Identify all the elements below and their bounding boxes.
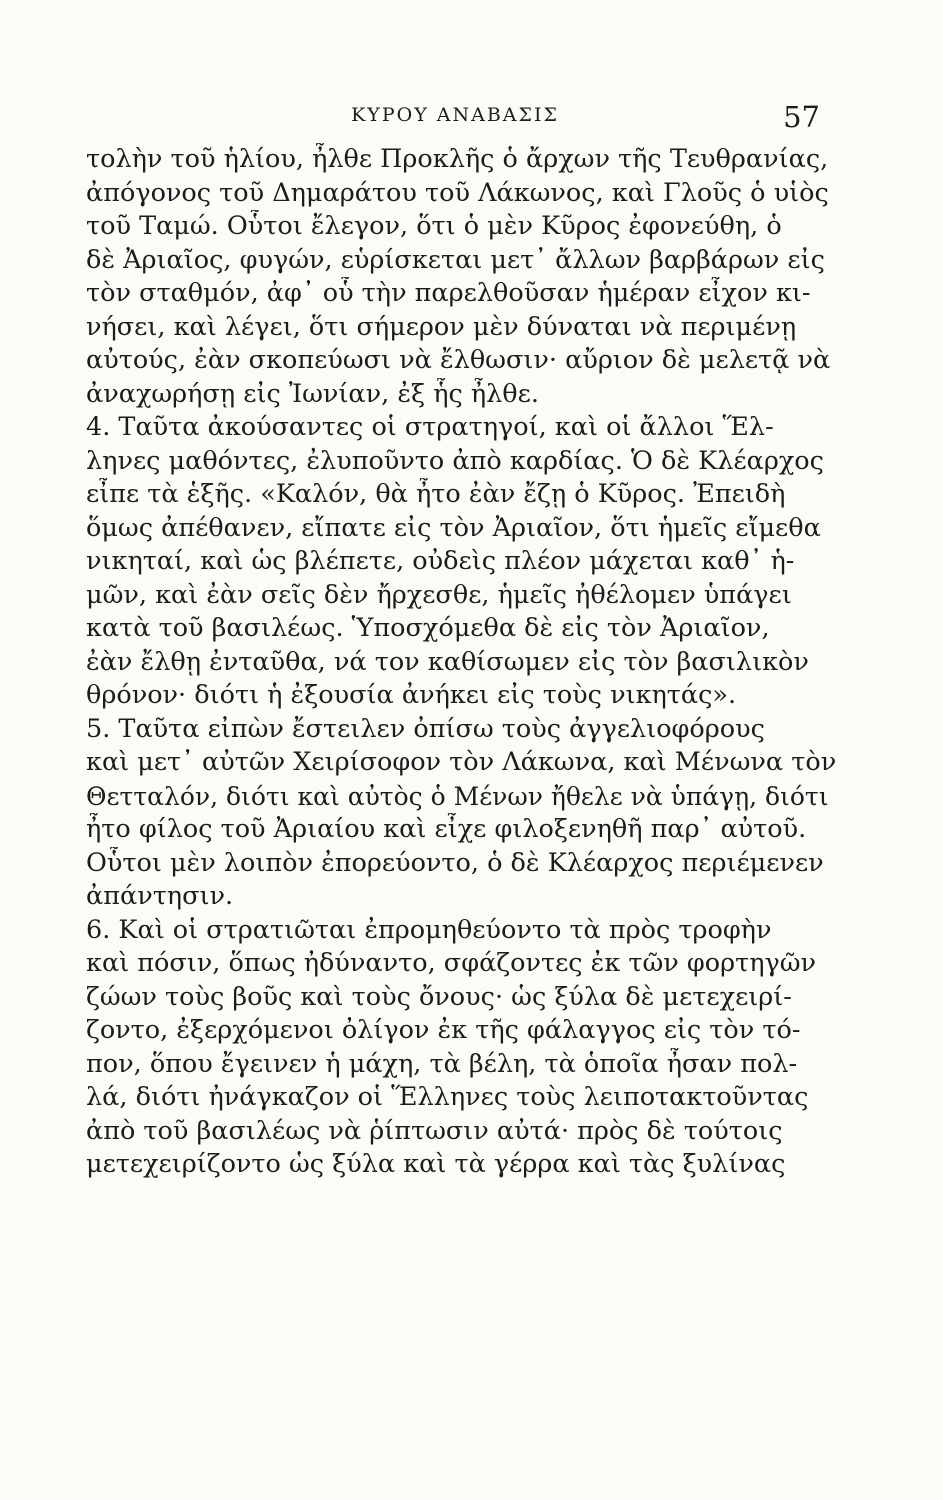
text-line: νήσει, καὶ λέγει, ὅτι σήμερον μὲν δύναται νὰ περιμένῃ [86, 311, 797, 342]
text-line: ἀπὸ τοῦ βασιλέως νὰ ῥίπτωσιν αὐτά· πρὸς δὲ τούτοις [86, 1115, 783, 1146]
text-line: μῶν, καὶ ἐὰν σεῖς δὲν ἤρχεσθε, ἡμεῖς ἠθέλομεν ὑπάγει [86, 579, 792, 610]
text-line: ἐὰν ἔλθῃ ἐνταῦθα, νά τον καθίσωμεν εἰς τὸν βασιλικὸν [86, 646, 809, 677]
text-line: καὶ μετ᾽ αὐτῶν Χειρίσοφον τὸν Λάκωνα, καὶ Μένωνα τὸν [86, 747, 836, 777]
text-line: Οὗτοι μὲν λοιπὸν ἐπορεύοντο, ὁ δὲ Κλέαρχος περιέμενεν [86, 847, 824, 878]
text-line: μετεχειρίζοντο ὡς ξύλα καὶ τὰ γέρρα καὶ τὰς ξυλίνας [86, 1149, 786, 1179]
text-line: ζοντο, ἐξερχόμενοι ὀλίγον ἐκ τῆς φάλαγγος εἰς τὸν τό- [86, 1015, 801, 1045]
text-line: λά, διότι ἠνάγκαζον οἱ Ἕλληνες τοὺς λειποτακτοῦντας [86, 1082, 809, 1112]
text-line: αὐτούς, ἐὰν σκοπεύωσι νὰ ἔλθωσιν· αὔριον δὲ μελετᾷ νὰ [86, 345, 831, 375]
text-line: ἀπόγονος τοῦ Δημαράτου τοῦ Λάκωνος, καὶ Γλοῦς ὁ υἱὸς [86, 177, 829, 208]
text-line: πον, ὅπου ἔγεινεν ἡ μάχη, τὰ βέλη, τὰ ὁποῖα ἦσαν πολ- [86, 1048, 798, 1079]
text-line: ληνες μαθόντες, ἐλυποῦντο ἀπὸ καρδίας. Ὁ δὲ Κλέαρχος [86, 445, 824, 476]
text-line: κατὰ τοῦ βασιλέως. Ὑποσχόμεθα δὲ εἰς τὸν Ἀριαῖον, [86, 613, 770, 643]
running-title: ΚΥΡΟΥ ΑΝΑΒΑΣΙΣ [351, 104, 559, 126]
text-line: 6. Καὶ οἱ στρατιῶται ἐπρομηθεύοντο τὰ πρὸς τροφὴν [86, 914, 772, 945]
text-line: τολὴν τοῦ ἡλίου, ἦλθε Προκλῆς ὁ ἄρχων τῆς Τευθρανίας, [86, 144, 829, 174]
text-line: Θετταλόν, διότι καὶ αὐτὸς ὁ Μένων ἤθελε νὰ ὑπάγῃ, διότι [86, 781, 829, 811]
text-line: ζώων τοὺς βοῦς καὶ τοὺς ὄνους· ὡς ξύλα δὲ μετεχειρί- [86, 981, 792, 1012]
text-line: τὸν σταθμόν, ἀφ᾽ οὗ τὴν παρελθοῦσαν ἡμέραν εἶχον κι- [86, 278, 811, 308]
text-line: εἶπε τὰ ἑξῆς. «Καλόν, θὰ ἦτο ἐὰν ἔζῃ ὁ Κῦρος. Ἐπειδὴ [86, 479, 786, 509]
text-line: δὲ Ἀριαῖος, φυγών, εὑρίσκεται μετ᾽ ἄλλων βαρβάρων εἰς [86, 244, 825, 275]
text-line: 4. Ταῦτα ἀκούσαντες οἱ στρατηγοί, καὶ οἱ ἄλλοι Ἕλ- [86, 412, 774, 442]
text-line: ὅμως ἀπέθανεν, εἴπατε εἰς τὸν Ἀριαῖον, ὅτι ἡμεῖς εἴμεθα [86, 512, 821, 543]
text-line: ἦτο φίλος τοῦ Ἀριαίου καὶ εἶχε φιλοξενηθῆ παρ᾽ αὐτοῦ. [86, 814, 807, 844]
running-head [90, 100, 820, 134]
text-line: τοῦ Ταμώ. Οὗτοι ἔλεγον, ὅτι ὁ μὲν Κῦρος ἐφονεύθη, ὁ [86, 211, 782, 241]
text-line: ἀπάντησιν. [86, 881, 234, 911]
text-line: θρόνον· διότι ἡ ἐξουσία ἀνήκει εἰς τοὺς νικητάς». [86, 680, 737, 710]
text-line: 5. Ταῦτα εἰπὼν ἔστειλεν ὀπίσω τοὺς ἀγγελιοφόρους [86, 713, 765, 744]
page-number: 57 [783, 100, 820, 134]
text-line: ἀναχωρήσῃ εἰς Ἰωνίαν, ἐξ ἧς ἦλθε. [86, 378, 539, 409]
text-line: καὶ πόσιν, ὅπως ἠδύναντο, σφάζοντες ἐκ τῶν φορτηγῶν [86, 948, 817, 978]
body-text [86, 143, 836, 1182]
text-line: νικηταί, καὶ ὡς βλέπετε, οὐδεὶς πλέον μάχεται καθ᾽ ἡ- [86, 546, 795, 576]
